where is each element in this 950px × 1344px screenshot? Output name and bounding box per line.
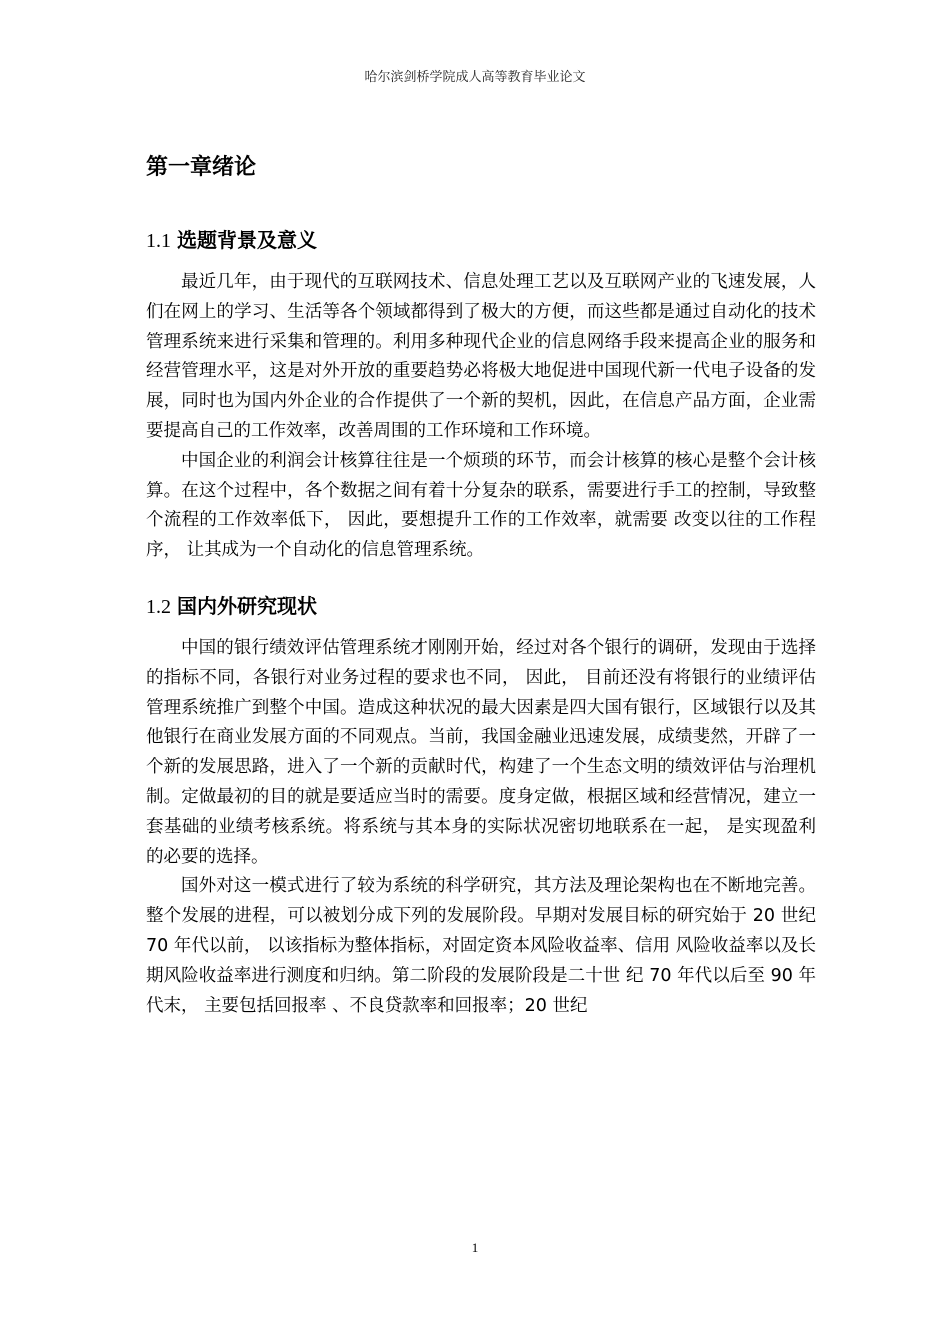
section-number: 1.1 (146, 230, 171, 252)
section-title: 国内外研究现状 (177, 594, 317, 618)
chapter-title: 第一章绪论 (146, 155, 257, 180)
paragraph: 国外对这一模式进行了较为系统的科学研究，其方法及理论架构也在不断地完善。整个发展的进程，可以被划分成下列的发展阶段。早期对发展目标的研究始于 20 世纪 70 年代以前， 以该指标为整体指标，对固定资本风险收益率、信用 风险收益率以及长期风险收益率进行测度和归纳。第二阶段的发展阶段是二十世 纪 70 年代以后至 90 年代末， 主要包括回报率 、不良贷款率和回报率；20 世纪 (146, 876, 816, 1016)
section-title: 选题背景及意义 (177, 228, 317, 252)
paragraph: 中国的银行绩效评估管理系统才刚刚开始，经过对各个银行的调研，发现由于选择的指标不同，各银行对业务过程的要求也不同， 因此， 目前还没有将银行的业绩评估管理系统推广到整个中国。造成这种状况的最大因素是四大国有银行，区域银行以及其他银行在商业发展方面的不同观点。当前，我国金融业迅速发展，成绩斐然，开辟了一个新的发展思路，进入了一个新的贡献时代，构建了一个生态文明的绩效评估与治理机制。定做最初的目的就是要适应当时的需要。度身定做，根据区域和经营情况，建立一套基础的业绩考核系统。将系统与其本身的实际状况密切地联系在一起， 是实现盈利的必要的选择。 (146, 638, 816, 867)
section-heading-1-1 (146, 224, 317, 253)
paragraph: 最近几年，由于现代的互联网技术、信息处理工艺以及互联网产业的飞速发展，人们在网上的学习、生活等各个领域都得到了极大的方便，而这些都是通过自动化的技术管理系统来进行采集和管理的。利用多种现代企业的信息网络手段来提高企业的服务和经营管理水平，这是对外开放的重要趋势必将极大地促进中国现代新一代电子设备的发展，同时也为国内外企业的合作提供了一个新的契机，因此，在信息产品方面，企业需要提高自己的工作效率，改善周围的工作环境和工作环境。 (146, 272, 816, 441)
page-header: 哈尔滨剑桥学院成人高等教育毕业论文 (364, 70, 586, 85)
page-number: 1 (471, 1240, 479, 1255)
paragraph: 中国企业的利润会计核算往往是一个烦琐的环节，而会计核算的核心是整个会计核算。在这个过程中，各个数据之间有着十分复杂的联系，需要进行手工的控制，导致整个流程的工作效率低下， 因此，要想提升工作的工作效率，就需要 改变以往的工作程序， 让其成为一个自动化的信息管理系统。 (146, 450, 816, 561)
section-1-2-body (146, 634, 816, 1021)
section-heading-1-2 (146, 590, 317, 619)
section-1-1-body (146, 268, 816, 566)
section-number: 1.2 (146, 596, 171, 618)
